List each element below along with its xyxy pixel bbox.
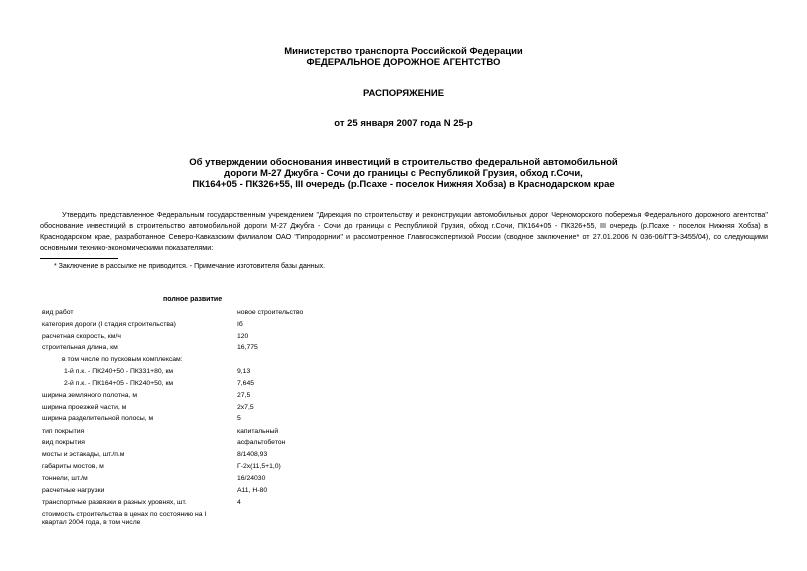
document-date: от 25 января 2007 года N 25-р <box>334 118 473 129</box>
row-label: ширина проезжей части, м <box>42 404 127 411</box>
row-value: 2х7,5 <box>237 404 254 411</box>
agency-name: ФЕДЕРАЛЬНОЕ ДОРОЖНОЕ АГЕНТСТВО <box>306 57 501 68</box>
row-value: асфальтобетон <box>237 439 286 446</box>
row-value: 27,5 <box>237 392 251 399</box>
row-value: 16,775 <box>237 344 258 351</box>
row-value: капитальный <box>237 428 279 435</box>
table-heading: полное развитие <box>163 296 223 303</box>
row-value: 16/24030 <box>237 475 266 482</box>
document-type: РАСПОРЯЖЕНИЕ <box>362 88 445 99</box>
row-label: ширина земляного полотна, м <box>42 392 138 399</box>
row-label: расчетные нагрузки <box>42 487 105 494</box>
row-label: габариты мостов, м <box>42 463 104 470</box>
row-value: 120 <box>237 333 249 340</box>
row-value: Iб <box>237 321 243 328</box>
row-value: 5 <box>237 415 241 422</box>
row-value: 8/1408,93 <box>237 451 268 458</box>
row-label: стоимость строительства в ценах по состоянию на I квартал 2004 года, в том числе <box>42 511 207 526</box>
row-label: мосты и эстакады, шт./п.м <box>42 451 125 458</box>
row-label: тип покрытия <box>42 428 85 435</box>
document-title-line-3: ПК164+05 - ПК326+55, III очередь (р.Псахе - поселок Нижняя Хобза) в Краснодарском крае <box>192 179 615 190</box>
row-label: строительная длина, км <box>42 344 118 351</box>
row-value: 7,645 <box>237 380 255 387</box>
row-label: в том числе по пусковым комплексам: <box>62 356 183 363</box>
footnote: * Заключение в рассылке не приводится. - Примечание изготовителя базы данных. <box>54 263 326 270</box>
row-value: А11, Н-80 <box>237 487 268 494</box>
body-paragraph: Утвердить представленное Федеральным государственным учреждением "Дирекция по строительству и реконструкции автомобильных дорог Черноморского побережья Федерального дорожного агентства" обоснование инвестиций в строительство автомобильной дороги М-27 Джубга - Сочи до границы с Республикой Грузия, обход г.Сочи, ПК164+05 - ПК326+55, III очередь (р.Псахе - поселок Нижняя Хобза) в Краснодарском крае, разработанное Северо-Кавказским филиалом ОАО "Гипродорнии" и рассмотренное Главгосэкспертизой России (сводное заключение* от 27.01.2006 N 036-06/ГГЭ-3455/04), со следующими основными технико-экономическими показателями: <box>40 210 768 252</box>
row-label: транспортные развязки в разных уровнях, шт. <box>42 499 187 506</box>
row-label: вид покрытия <box>42 439 85 446</box>
row-label: расчетная скорость, км/ч <box>42 333 121 340</box>
row-label: категория дороги (I стадия строительства) <box>42 321 176 328</box>
document-title-line-1: Об утверждении обоснования инвестиций в строительство федеральной автомобильной <box>189 157 618 168</box>
footnote-divider <box>40 258 118 259</box>
document-title-line-2: дороги М-27 Джубга - Сочи до границы с Республикой Грузия, обход г.Сочи, <box>224 168 583 179</box>
row-value: 9,13 <box>237 368 251 375</box>
row-label: ширина разделительной полосы, м <box>42 415 154 422</box>
row-value: 4 <box>237 499 241 506</box>
row-label: тоннели, шт./м <box>42 475 88 482</box>
row-label: вид работ <box>42 309 74 316</box>
row-label: 2-й п.к. - ПК164+05 - ПК240+50, км <box>64 380 174 387</box>
row-label: 1-й п.к. - ПК240+50 - ПК331+80, км <box>64 368 174 375</box>
row-value: Г-2х(11,5+1,0) <box>237 463 281 470</box>
ministry-name: Министерство транспорта Российской Федерации <box>284 46 523 57</box>
row-value: новое строительство <box>237 309 304 316</box>
